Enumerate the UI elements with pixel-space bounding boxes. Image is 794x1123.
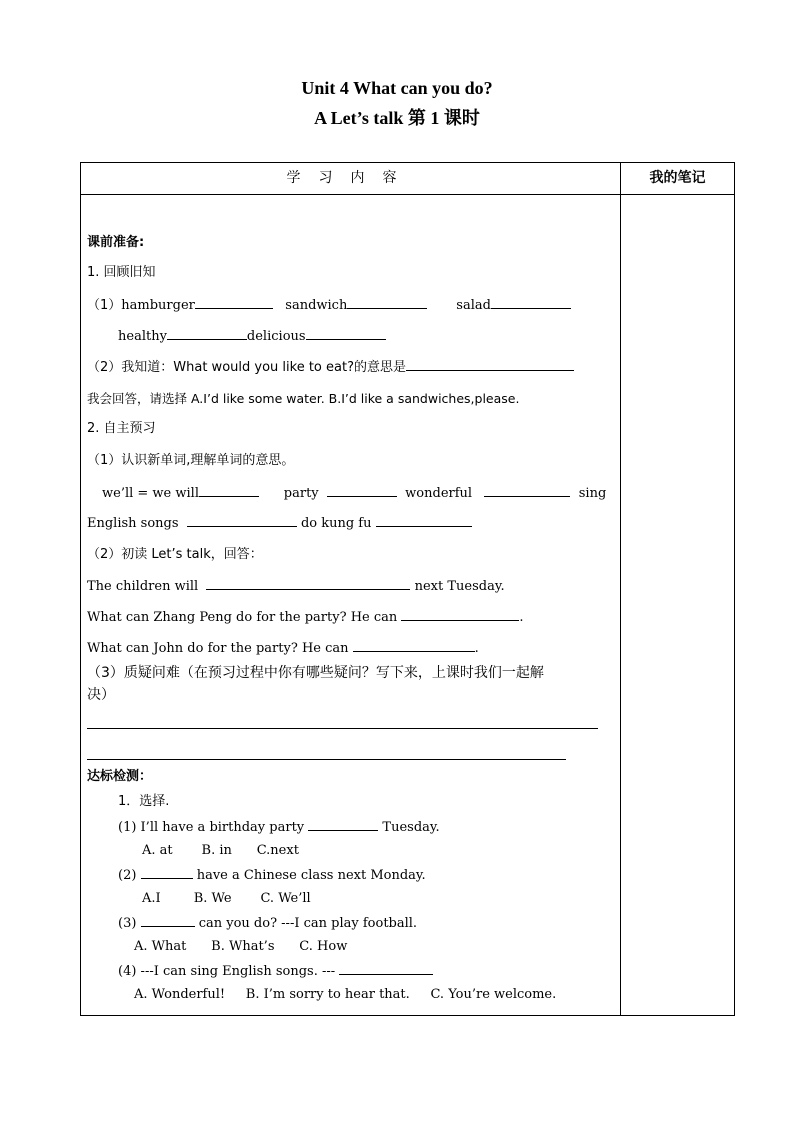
answer-blank[interactable] <box>141 914 195 927</box>
test-question-1 <box>118 818 440 837</box>
answer-blank[interactable] <box>308 818 378 831</box>
question-text: (1) I’ll have a birthday party <box>118 820 305 835</box>
word-english-songs: English songs <box>87 516 179 531</box>
answer-blank[interactable] <box>353 639 475 652</box>
question-text: Tuesday. <box>382 820 440 835</box>
answer-blank[interactable] <box>187 514 297 527</box>
question-text: The children will <box>87 579 199 594</box>
test-section-choose: 1．选择. <box>118 794 170 809</box>
vocab-row-1 <box>87 296 571 315</box>
test-options-3: A. What B. What’s C. How <box>134 939 348 954</box>
question-text: . <box>519 610 524 625</box>
question-text: （2）我知道：What would you like to eat?的意思是 <box>87 360 406 375</box>
doc-subtitle: A Let’s talk 第 1 课时 <box>314 108 480 128</box>
question-text: can you do? ---I can play football. <box>198 916 418 931</box>
question-meaning <box>87 358 574 377</box>
question-text: next Tuesday. <box>414 579 505 594</box>
question-text: (3) <box>118 916 137 931</box>
item-number: （1） <box>87 298 122 313</box>
word-wonderful: wonderful <box>405 486 473 501</box>
new-words-row-2 <box>87 514 472 533</box>
word-salad: salad <box>456 298 491 313</box>
reading-question-2 <box>87 608 524 627</box>
vocab-row-2 <box>118 327 386 346</box>
answer-blank[interactable] <box>401 608 519 621</box>
test-question-4 <box>118 962 433 981</box>
answer-blank[interactable] <box>327 484 397 497</box>
header-study-content: 学习内容 <box>286 170 415 186</box>
answer-blank[interactable] <box>306 327 386 340</box>
answer-blank[interactable] <box>195 296 273 309</box>
test-options-1: A. at B. in C.next <box>142 843 299 858</box>
new-words-row-1 <box>102 484 606 503</box>
header-my-notes: 我的笔记 <box>649 170 706 186</box>
answer-blank[interactable] <box>491 296 571 309</box>
writing-line[interactable] <box>87 728 598 729</box>
prep-heading: 课前准备: <box>87 235 145 250</box>
answer-blank[interactable] <box>199 484 259 497</box>
header-divider <box>81 194 734 195</box>
word-party: party <box>283 486 319 501</box>
test-heading: 达标检测： <box>87 769 153 784</box>
column-divider <box>620 163 621 1015</box>
word-sing: sing <box>578 486 607 501</box>
answer-blank[interactable] <box>406 358 574 371</box>
reading-instruction: （2）初读 Let’s talk，回答： <box>87 547 263 562</box>
doc-title: Unit 4 What can you do? <box>301 78 493 98</box>
reading-question-3 <box>87 639 479 658</box>
word-delicious: delicious <box>246 329 306 344</box>
question-text: (4) ---I can sing English songs. --- <box>118 964 336 979</box>
section-review: 1. 回顾旧知 <box>87 265 156 280</box>
reading-question-1 <box>87 577 505 596</box>
test-options-2: A.I B. We C. We’ll <box>142 891 311 906</box>
answer-blank[interactable] <box>206 577 410 590</box>
question-text: What can John do for the party? He can <box>87 641 349 656</box>
question-text: (2) <box>118 868 137 883</box>
test-options-4: A. Wonderful! B. I’m sorry to hear that. C. You’re welcome. <box>134 987 557 1002</box>
test-question-2 <box>118 866 426 885</box>
test-question-3 <box>118 914 417 933</box>
question-text: What can Zhang Peng do for the party? He can <box>87 610 398 625</box>
doubts-instruction: （3）质疑问难（在预习过程中你有哪些疑问？写下来，上课时我们一起解 <box>87 665 544 681</box>
answer-blank[interactable] <box>484 484 570 497</box>
doubts-instruction-end: 决） <box>87 687 115 703</box>
answer-blank[interactable] <box>339 962 433 975</box>
answer-blank[interactable] <box>141 866 193 879</box>
new-words-instruction: （1）认识新单词,理解单词的意思。 <box>87 453 295 468</box>
word-sandwich: sandwich <box>285 298 348 313</box>
section-preview: 2. 自主预习 <box>87 421 156 436</box>
answer-blank[interactable] <box>167 327 247 340</box>
word-well: we’ll = we will <box>102 486 199 501</box>
word-kung-fu: do kung fu <box>300 516 372 531</box>
writing-line[interactable] <box>87 759 566 760</box>
answer-blank[interactable] <box>376 514 472 527</box>
question-text: . <box>474 641 479 656</box>
word-hamburger: hamburger <box>121 298 195 313</box>
answer-choice-line: 我会回答，请选择 A.I’d like some water. B.I’d like a sandwiches,please. <box>87 391 520 406</box>
word-healthy: healthy <box>118 329 167 344</box>
question-text: have a Chinese class next Monday. <box>196 868 426 883</box>
answer-blank[interactable] <box>347 296 427 309</box>
